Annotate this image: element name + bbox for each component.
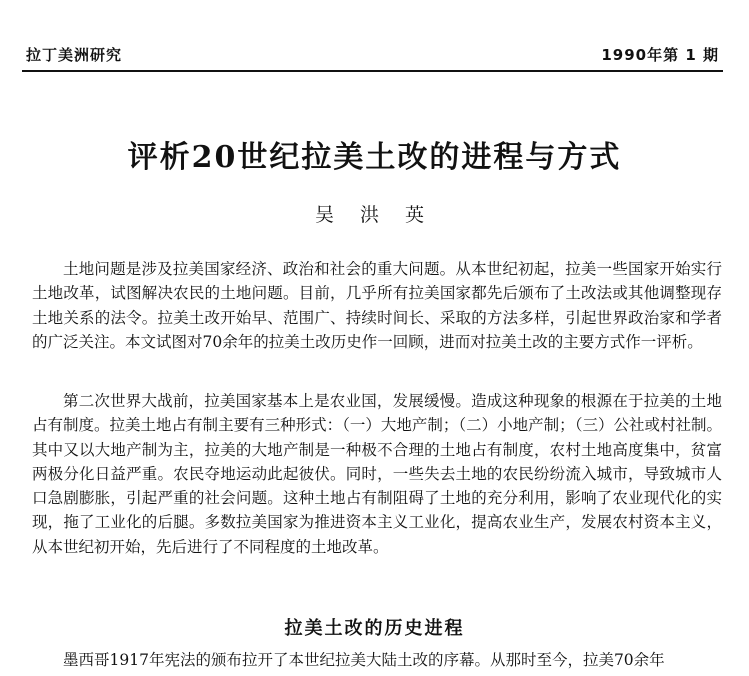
paragraph-text: 土地问题是涉及拉美国家经济、政治和社会的重大问题。从本世纪初起，拉美一些国家开始实行土地改革，试图解决农民的土地问题。目前，几乎所有拉美国家都先后颁布了土改法或其他调整现存土地关系的法令。拉美土改开始早、范围广、持续时间长、采取的方法多样，引起世界政治家和学者的广泛关注。本文试图对70余年的拉美土改历史作一回顾，进而对拉美土改的主要方式作一评析。 [32, 260, 722, 351]
issue-number: 1990年第 1 期 [601, 46, 719, 64]
paragraph-text: 墨西哥1917年宪法的颁布拉开了本世纪拉美大陆土改的序幕。从那时至今，拉美70余年 [63, 651, 665, 669]
running-header [26, 44, 719, 66]
header-rule [22, 70, 723, 72]
paragraph-text: 第二次世界大战前，拉美国家基本上是农业国，发展缓慢。造成这种现象的根源在于拉美的土地占有制度。拉美土地占有制主要有三种形式：（一）大地产制；（二）小地产制；（三）公社或村社制。其中又以大地产制为主，拉美的大地产制是一种极不合理的土地占有制度，农村土地高度集中，贫富两极分化日益严重。农民夺地运动此起彼伏。同时，一些失去土地的农民纷纷流入城市，导致城市人口急剧膨胀，引起严重的社会问题。这种土地占有制阻碍了土地的充分利用，影响了农业现代化的实现，拖了工业化的后腿。多数拉美国家为推进资本主义工业化，提高农业生产，发展农村资本主义，从本世纪初开始，先后进行了不同程度的土地改革。 [32, 392, 722, 556]
paragraph-intro [32, 257, 722, 354]
article-title: 评析20世纪拉美土改的进程与方式 [127, 140, 622, 175]
paragraph-section-start [32, 648, 722, 672]
journal-name: 拉丁美洲研究 [26, 46, 123, 64]
section-heading: 拉美土改的历史进程 [284, 618, 465, 639]
article-author: 吴 洪 英 [314, 204, 435, 226]
paragraph-background [32, 389, 722, 559]
